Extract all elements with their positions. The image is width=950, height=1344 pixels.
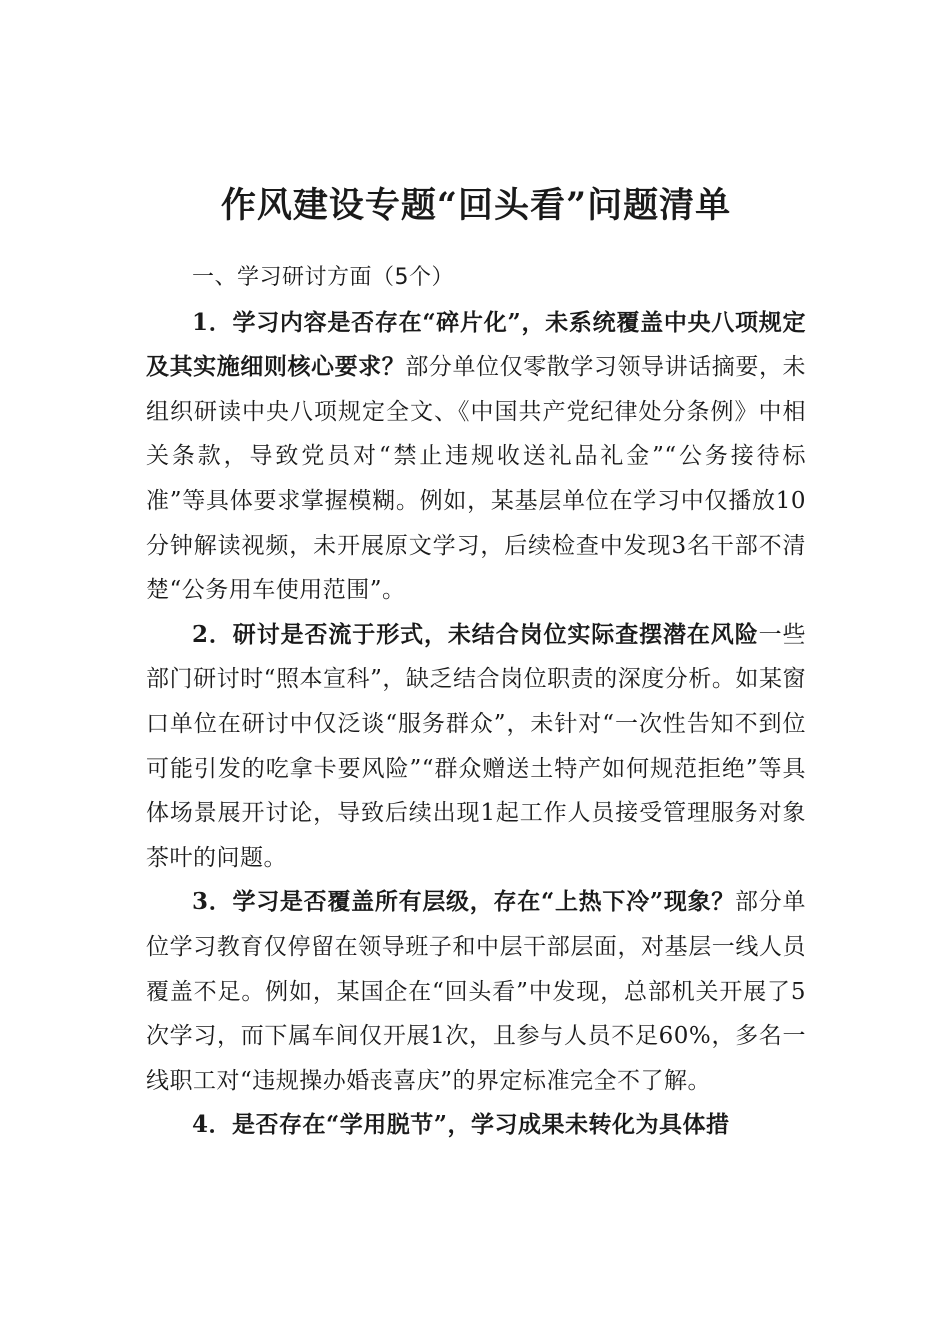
list-item	[146, 880, 806, 1103]
document-body	[146, 256, 806, 1148]
item-heading: 3．学习是否覆盖所有层级，存在“上热下冷”现象？	[192, 888, 736, 916]
item-body: 部分单位学习教育仅停留在领导班子和中层干部层面，对基层一线人员覆盖不足。例如，某国企在“回头看”中发现，总部机关开展了5次学习，而下属车间仅开展1次，且参与人员不足60%，多名一线职工对“违规操办婚丧喜庆”的界定标准完全不了解。	[146, 889, 806, 1094]
item-heading: 1．学习内容是否存在“碎片化”，未系统覆盖中央八项规定及其实施细则核心要求？	[146, 308, 806, 381]
section-heading: 一、学习研讨方面（5个）	[192, 265, 454, 290]
item-body: 部分单位仅零散学习领导讲话摘要，未组织研读中央八项规定全文、《中国共产党纪律处分条例》中相关条款，导致党员对“禁止违规收送礼品礼金”“公务接待标准”等具体要求掌握模糊。例如，某基层单位在学习中仅播放10分钟解读视频，未开展原文学习，后续检查中发现3名干部不清楚“公务用车使用范围”。	[146, 354, 807, 604]
list-item	[146, 301, 806, 613]
item-heading: 4．是否存在“学用脱节”，学习成果未转化为具体措	[192, 1111, 730, 1139]
list-item	[146, 613, 806, 881]
document-title: 作风建设专题“回头看”问题清单	[220, 185, 732, 227]
item-body: 一些部门研讨时“照本宣科”，缺乏结合岗位职责的深度分析。如某窗口单位在研讨中仅泛谈“服务群众”，未针对“一次性告知不到位可能引发的吃拿卡要风险”“群众赠送土特产如何规范拒绝”等具体场景展开讨论，导致后续出现1起工作人员接受管理服务对象茶叶的问题。	[146, 621, 806, 871]
list-item	[146, 1103, 806, 1148]
item-heading: 2．研讨是否流于形式，未结合岗位实际查摆潜在风险	[192, 620, 759, 648]
